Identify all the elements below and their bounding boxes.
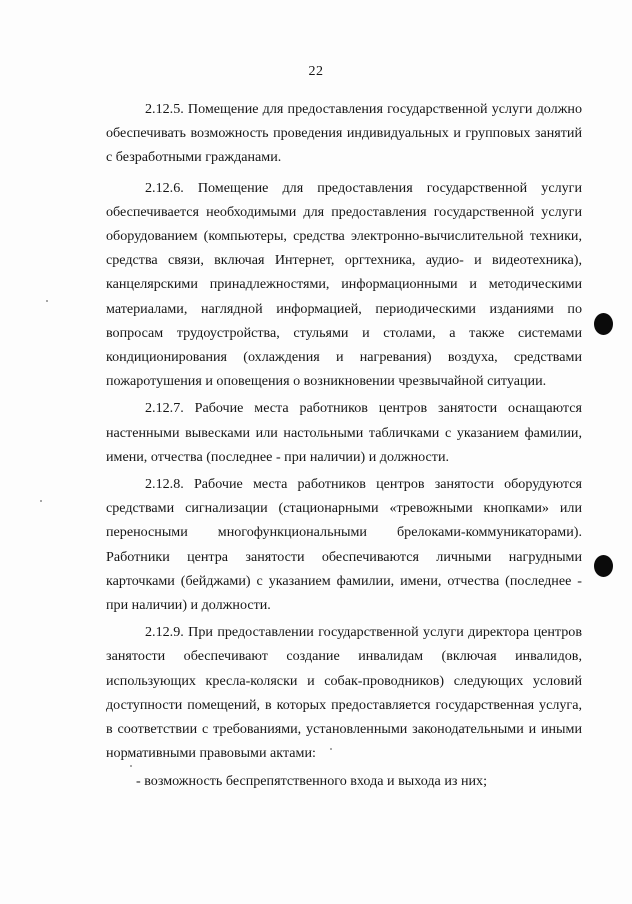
paragraph-2-12-8: 2.12.8. Рабочие места работников центров занятости оборудуются средствами сигнализации (стационарными «тревожными кнопками» или переносными многофункциональными брелоками-коммуникаторами). Работники центра занятости обеспечиваются личными нагрудными карточками (бейджами) с указанием фамилии, имени, отчества (последнее - при наличии) и должности. [106, 476, 582, 614]
paragraph-2-12-6: 2.12.6. Помещение для предоставления государственной услуги обеспечивается необходимыми для предоставления государственной услуги оборудованием (компьютеры, средства электронно-вычислительной техники, средства связи, включая Интернет, оргтехника, аудио- и видеотехника), канцелярскими принадлежностями, информационными и методическими материалами, наглядной информацией, периодическими изданиями по вопросам трудоустройства, стульями и столами, а также системами кондиционирования (охлаждения и нагревания) воздуха, средствами пожаротушения и оповещения о возникновении чрезвычайной ситуации. [106, 179, 582, 390]
paragraph-2-12-5: 2.12.5. Помещение для предоставления государственной услуги должно обеспечивать возможность проведения индивидуальных и групповых занятий с безработными гражданами. [106, 101, 582, 166]
document-body [106, 97, 582, 797]
scan-speck [46, 300, 48, 302]
page-number: 22 [308, 64, 324, 79]
list-item: - возможность беспрепятственного входа и выхода из них; [136, 773, 487, 790]
scan-speck [130, 765, 132, 767]
paragraph-2-12-9: 2.12.9. При предоставлении государственной услуги директора центров занятости обеспечивают создание инвалидам (включая инвалидов, использующих кресла-коляски и собак-проводников) следующих условий доступности помещений, в которых предоставляется государственная услуга, в соответствии с требованиями, установленными законодательными и иными нормативными правовыми актами: [106, 624, 582, 762]
scan-speck [40, 500, 42, 502]
scan-speck [330, 748, 332, 750]
punch-hole [594, 313, 613, 335]
punch-hole [594, 555, 613, 577]
paragraph-2-12-7: 2.12.7. Рабочие места работников центров занятости оснащаются настенными вывесками или настольными табличками с указанием фамилии, имени, отчества (последнее - при наличии) и должности. [106, 400, 582, 465]
